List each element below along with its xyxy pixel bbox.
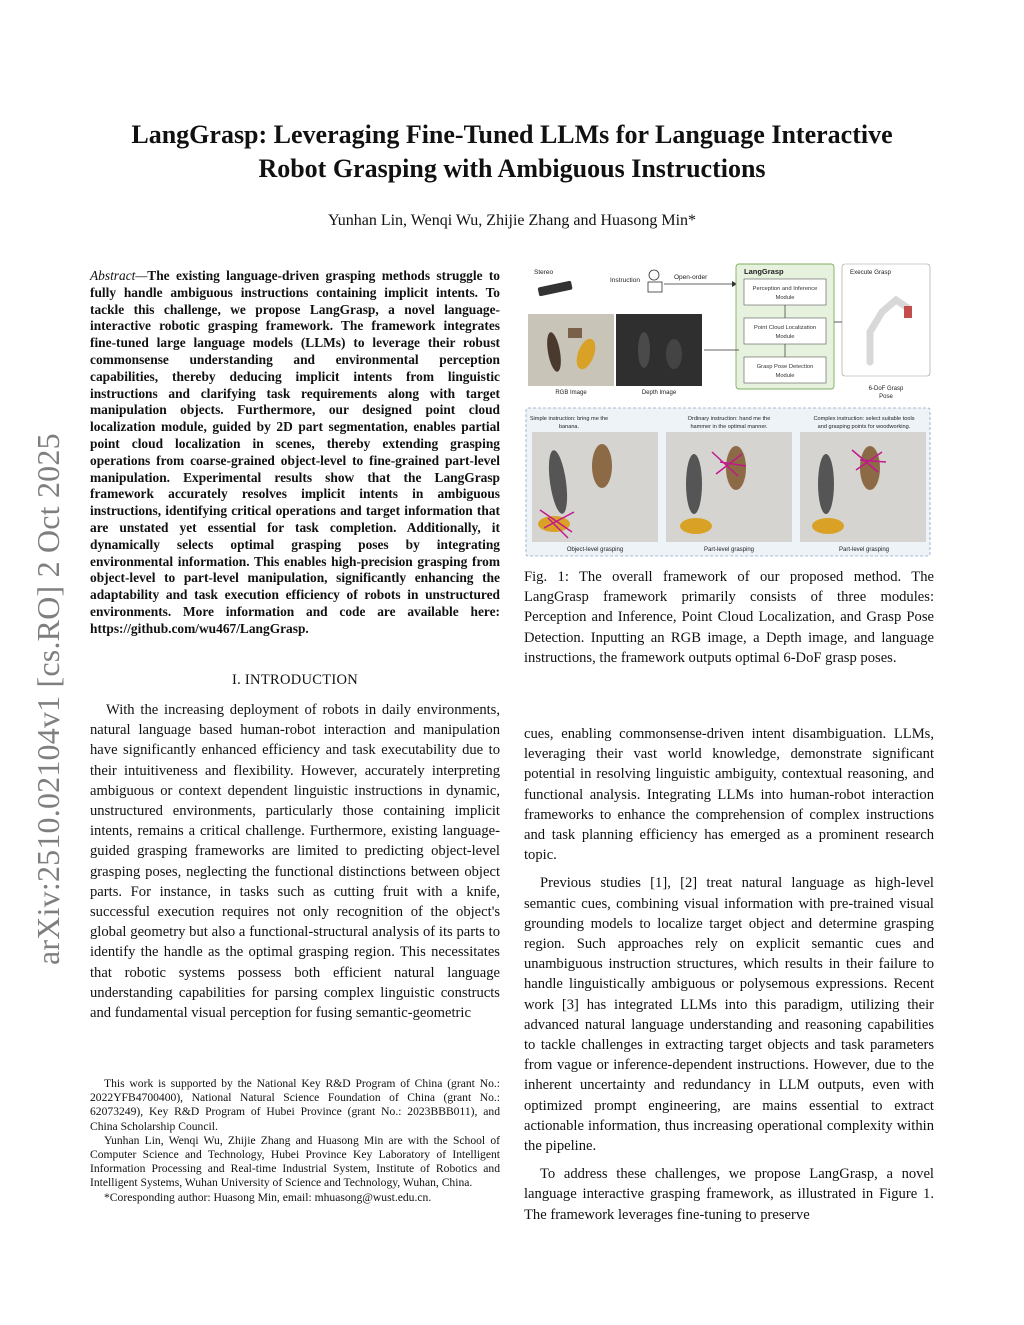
open-order-label: Open-order — [674, 274, 708, 281]
footnote-corresponding: *Coresponding author: Huasong Min, email: mhuasong@wust.edu.cn. — [104, 1190, 432, 1204]
arxiv-side-label: arXiv:2510.02104v1 [cs.RO] 2 Oct 2025 — [30, 433, 66, 965]
right-column-text — [524, 724, 934, 1233]
footnotes — [90, 1077, 500, 1205]
langgrasp-label: LangGrasp — [744, 267, 784, 276]
footnote-affiliation: Yunhan Lin, Wenqi Wu, Zhijie Zhang and Huasong Min are with the School of Computer Science and Technology, Hubei Province Key Laboratory of Intelligent Information Processing and Real-time Industrial System, Institute of Robotics and Intelligent Systems, Wuhan University of Science and Technology, Wuhan, China. — [90, 1133, 500, 1190]
rgb-image — [528, 314, 614, 386]
section-heading: I. INTRODUCTION — [231, 672, 359, 688]
complex-instruction-line2: and grasping points for woodworking. — [817, 424, 911, 430]
right-paragraph-1: cues, enabling commonsense-driven intent disambiguation. LLMs, leveraging their vast world knowledge, demonstrate significant potential in resolving linguistic ambiguity, contextual reasoning, and functional analysis. Integrating LLMs into human-robot interaction frameworks to enhance the comprehension of complex instructions and task planning efficiency has emerged as a prominent research topic. — [524, 726, 934, 864]
footnote-funding: This work is supported by the National Key R&D Program of China (grant No.: 2022YFB4700400), National Natural Science Foundation of China (grant No.: 62073249), Key R&D Program of Hubei Province (grant No.: 2023BBB011), and China Scholarship Council. — [90, 1077, 500, 1133]
framework-figure — [524, 262, 934, 558]
author-list: Yunhan Lin, Wenqi Wu, Zhijie Zhang and Huasong Min* — [327, 212, 697, 229]
right-paragraph-2: Previous studies [1], [2] treat natural language as high-level semantic cues, combining visual information with pre-trained visual grounding models to localize target object and determine grasping region. Such approaches rely on explicit semantic cues and unambiguous instruction structures, which results in their failure to handle linguistically ambiguous or polysemous expressions. Recent work [3] has integrated LLMs into this paradigm, utilizing their advanced natural language understanding and reasoning capabilities to tackle challenges in extracting target objects and task parameters from vague or inference-dependent instructions. However, due to the inherent uncertainty and redundancy in LLM outputs, even with optimized prompt engineering, are mains essential to extract actionable information, thus increasing operational complexity within the pipeline. — [524, 875, 934, 1155]
localization-module-line1: Point Cloud Localization — [753, 325, 817, 331]
pose-label-2: Pose — [879, 394, 893, 400]
perception-module-box — [744, 279, 826, 305]
localization-module-box — [744, 318, 826, 344]
depth-image-label: Depth Image — [641, 390, 677, 396]
paper-title — [80, 118, 944, 186]
grasp-module-line2: Module — [775, 373, 795, 379]
grasp-module-line1: Grasp Pose Detection — [756, 364, 814, 370]
part-level-label-2: Part-level grasping — [838, 547, 890, 553]
title-line-2: Robot Grasping with Ambiguous Instructions — [258, 154, 766, 183]
framework-diagram — [524, 262, 934, 558]
perception-module-line2: Module — [775, 295, 795, 301]
grasp-module-box — [744, 357, 826, 383]
ordinary-instruction-line1: Ordinary instruction: hand me the — [687, 416, 771, 422]
execute-grasp-label: Execute Grasp — [850, 269, 891, 276]
abstract-text: The existing language-driven grasping methods struggle to fully handle ambiguous instructions containing implicit intents. To tackle this challenge, we propose LangGrasp, a novel language-interactive robotic grasping framework. The framework integrates fine-tuned large language models (LLMs) to leverage their robust commonsense understanding and environmental perception capabilities, thereby deducing implicit intents from linguistic instructions and clarifying task requirements along with target manipulation objects. Furthermore, our designed point cloud localization module, guided by 2D part segmentation, enables partial point cloud localization in scenes, thereby extending grasping operations from coarse-grained object-level to fine-grained part-level manipulation. Experimental results show that the LangGrasp framework accurately resolves implicit intents in ambiguous instructions, identifying critical operations and target information that are unstated yet essential for task completion. Additionally, it dynamically selects optimal grasping poses by integrating environmental information. This enables high-precision grasping from object-level to part-level manipulation, significantly enhancing the adaptability and task execution efficiency of robots in unstructured environments. More information and code are available here: https://github.com/wu467/LangGrasp. — [90, 268, 500, 636]
execute-grasp-panel — [842, 264, 930, 376]
part-level-label-1: Part-level grasping — [703, 547, 755, 553]
simple-instruction-line2: banana. — [558, 424, 580, 430]
simple-instruction-line1: Simple instruction: bring me the — [529, 416, 609, 422]
stereo-label: Stereo — [534, 269, 554, 276]
figure-caption: Fig. 1: The overall framework of our proposed method. The LangGrasp framework primarily consists of three modules: Perception and Inference, Point Cloud Localization, and Grasp Pose Detection. Inputting an RGB image, a Depth image, and language instructions, the framework outputs optimal 6-DoF grasp poses. — [524, 569, 934, 666]
ordinary-instruction-line2: hammer in the optimal manner. — [690, 424, 768, 430]
title-line-1: LangGrasp: Leveraging Fine-Tuned LLMs for Language Interactive — [131, 120, 893, 149]
stereo-camera-icon — [538, 281, 573, 297]
instruction-label: Instruction — [610, 277, 640, 284]
abstract-lead: Abstract— — [90, 268, 148, 283]
complex-instruction-line1: Complex instruction: select suitable tools — [813, 416, 915, 422]
intro-paragraph: With the increasing deployment of robots in daily environments, natural language based human-robot interaction and manipulation have significantly enhanced efficiency and task executability due to their intuitiveness and flexibility. However, accurately interpreting ambiguous or context dependent linguistic instructions in dynamic, unstructured environments, particularly those containing implicit intents, remains a critical challenge. Furthermore, existing language-guided grasping frameworks are limited to predicting object-level grasping poses, neglecting the functional distinctions between object parts. For instance, in tasks such as cutting fruit with a knife, successful execution requires not only recognition of the object's global geometry but also a functional-structural analysis of its parts to identify the handle as the optimal grasping region. This necessitates that robotic systems possess both efficient natural language understanding capabilities for parsing complex linguistic constructs and fundamental visual perception for fusing semantic-geometric — [90, 702, 500, 1022]
localization-module-line2: Module — [775, 334, 795, 340]
object-level-label: Object-level grasping — [566, 547, 624, 553]
pose-label-1: 6-DoF Grasp — [868, 386, 904, 392]
user-icon — [649, 270, 659, 280]
laptop-icon — [648, 282, 662, 292]
perception-module-line1: Perception and Inference — [752, 286, 818, 292]
depth-image — [616, 314, 702, 386]
right-paragraph-3: To address these challenges, we propose LangGrasp, a novel language interactive grasping framework, as illustrated in Figure 1. The framework leverages fine-tuning to preserve — [524, 1166, 934, 1223]
intro-body — [90, 700, 500, 1031]
rgb-image-label: RGB Image — [555, 390, 587, 396]
abstract — [90, 268, 500, 638]
